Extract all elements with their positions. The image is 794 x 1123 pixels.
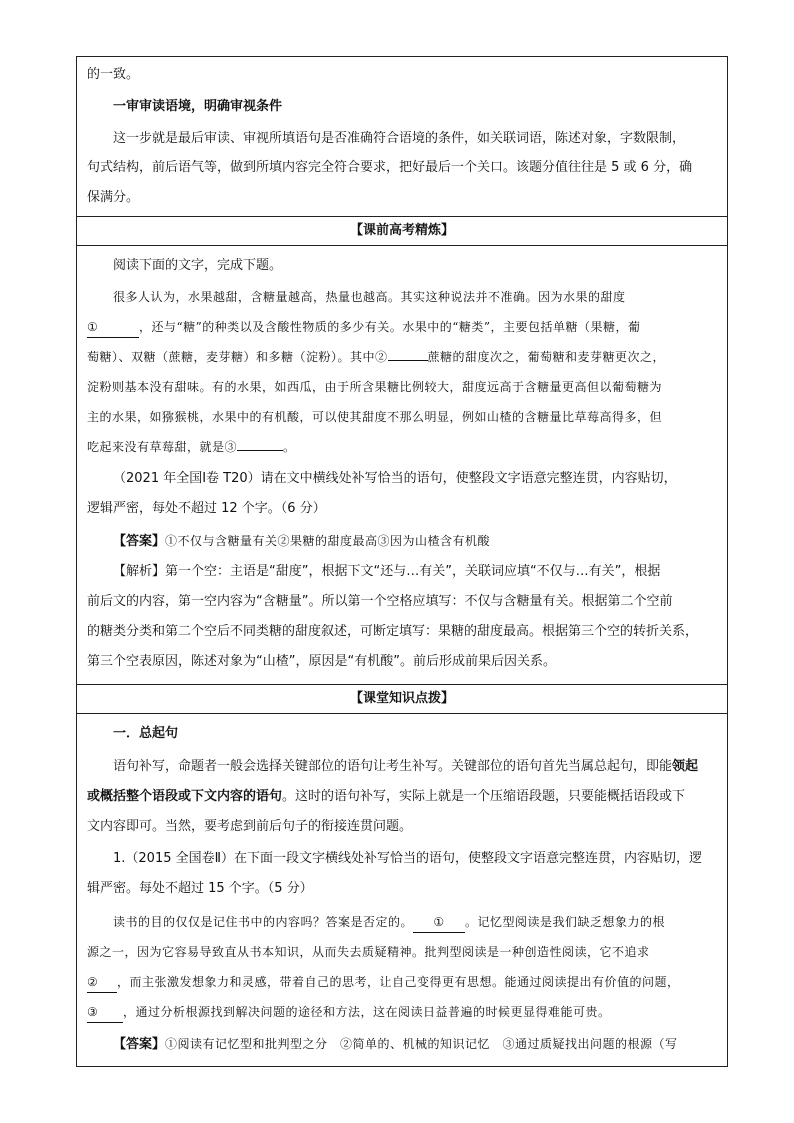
- analysis-line: 的糖类分类和第二个空后不同类糖的甜度叙述，可断定填写：果糖的甜度最高。根据第三个空的转折关系，: [87, 624, 699, 639]
- blank-number: ①: [87, 320, 99, 334]
- analysis-line: 第三个空表原因，陈述对象为“山楂”，原因是“有机酸”。前后形成前果后因关系。: [87, 654, 556, 669]
- text-line: [87, 787, 717, 807]
- passage-line: 很多人认为，水果越甜，含糖量越高，热量也越高。其实这种说法并不准确。因为水果的甜度: [113, 290, 626, 304]
- passage-text: 蔗糖的甜度次之，葡萄糖和麦芽糖更次之，: [427, 350, 666, 364]
- text-line: [87, 757, 717, 777]
- text-line: 句式结构，前后语气等，做到所填内容完全符合要求，把好最后一个关口。该题分值往往是 5 或 6 分，确: [87, 160, 693, 175]
- passage-text: 。记忆型阅读是我们缺乏想象力的根: [465, 915, 666, 929]
- passage-text: 。: [283, 440, 296, 454]
- passage-text: ，还与“糖”的种类以及含酸性物质的多少有关。水果中的“糖类”，主要包括单糖（果糖，葡: [139, 320, 641, 334]
- answer-text: ①不仅与含糖量有关②果糖的甜度最高③因为山楂含有机酸: [165, 534, 491, 548]
- blank-1: [413, 912, 465, 933]
- passage-text: 萄糖）、双糖（蔗糖，麦芽糖）和多糖（淀粉）。其中②: [87, 350, 388, 364]
- passage-text: 读书的目的仅仅是记住书中的内容吗？答案是否定的。: [113, 915, 414, 929]
- passage-line: 主的水果，如猕猴桃，水果中的有机酸，可以使其甜度不那么明显，例如山楂的含糖量比草莓高得多，但: [87, 410, 663, 424]
- answer-line: [87, 531, 717, 552]
- answer-line: [87, 1034, 717, 1055]
- passage-text: ，而主张激发想象力和灵感，带着自己的思考，让自己变得更有思想。能通过阅读提出有价值的问题，: [117, 975, 680, 989]
- question-line: 逻辑严密，每处不超过 12 个字。（6 分）: [87, 501, 326, 516]
- question-line: 辑严密。每处不超过 15 个字。（5 分）: [87, 881, 313, 896]
- passage-text: 吃起来没有草莓甜，就是③: [87, 440, 238, 454]
- question-line: （2021 年全国Ⅰ卷 T20）请在文中横线处补写恰当的语句，使整段文字语意完整连贯，内容贴切，: [113, 471, 677, 486]
- analysis-line: 前后文的内容，第一空内容为“含糖量”。所以第一个空格应填写：不仅与含糖量有关。根据第二个空前: [87, 594, 673, 609]
- passage-text: ，通过分析根源找到解决问题的途径和方法，这在阅读日益普遍的时候更显得难能可贵。: [123, 1005, 611, 1019]
- section-heading: 一审审读语境，明确审视条件: [113, 99, 283, 114]
- blank-3: [87, 1002, 123, 1023]
- text-line: 保满分。: [87, 190, 140, 205]
- question-line: 1.（2015 全国卷Ⅱ）在下面一段文字横线处补写恰当的语句，使整段文字语意完整连贯，内容贴切，逻: [113, 851, 703, 866]
- passage-line: 源之一，因为它容易导致直从书本知识，从而失去质疑精神。批判型阅读是一种创造性阅读，它不追求: [87, 945, 650, 959]
- text-line: 这一步就是最后审读、审视所填语句是否准确符合语境的条件，如关联词语，陈述对象，字数限制，: [113, 131, 686, 146]
- answer-text: ①阅读有记忆型和批判型之分 ②简单的、机械的知识记忆 ③通过质疑找出问题的根源（写: [165, 1037, 678, 1051]
- blank-1: [87, 317, 139, 338]
- passage-line: [87, 317, 717, 338]
- text-span: 。这时的语句补写，实际上就是一个压缩语段题，只要能概括语段或下: [282, 789, 686, 804]
- content-table: [76, 56, 728, 1067]
- passage-line: [87, 1002, 717, 1023]
- answer-label: 【答案】: [113, 1037, 166, 1052]
- text-span: 语句补写，命题者一般会选择关键部位的语句让考生补写。关键部位的语句首先当属总起句，即能: [113, 759, 673, 774]
- blank-3: [237, 450, 283, 451]
- text-line: 阅读下面的文字，完成下题。: [113, 258, 283, 273]
- blank-2: [388, 360, 428, 361]
- answer-label: 【答案】: [113, 534, 166, 549]
- text-line: 的一致。: [87, 67, 140, 82]
- passage-line: [87, 912, 717, 933]
- section-header: 【课前高考精炼】: [77, 216, 727, 246]
- blank-2: [87, 972, 117, 993]
- passage-line: [87, 972, 717, 993]
- text-span-bold: 领起: [672, 759, 699, 774]
- text-span-bold: 或概括整个语段或下文内容的语句: [87, 789, 283, 804]
- blank-number: ①: [433, 915, 445, 929]
- section-heading: 一．总起句: [113, 726, 179, 741]
- passage-line: 淀粉则基本没有甜味。有的水果，如西瓜，由于所含果糖比例较大，甜度远高于含糖量更高但以葡萄糖为: [87, 380, 663, 394]
- analysis-line: 【解析】第一个空：主语是“甜度”，根据下文“还与…有关”，关联词应填“不仅与…有关”，根据: [113, 564, 661, 579]
- blank-number: ③: [87, 1005, 99, 1019]
- blank-number: ②: [87, 975, 99, 989]
- text-line: 文内容即可。当然，要考虑到前后句子的衔接连贯问题。: [87, 819, 413, 834]
- section-header: 【课堂知识点拨】: [77, 684, 727, 714]
- passage-line: [87, 347, 717, 367]
- passage-line: [87, 437, 717, 457]
